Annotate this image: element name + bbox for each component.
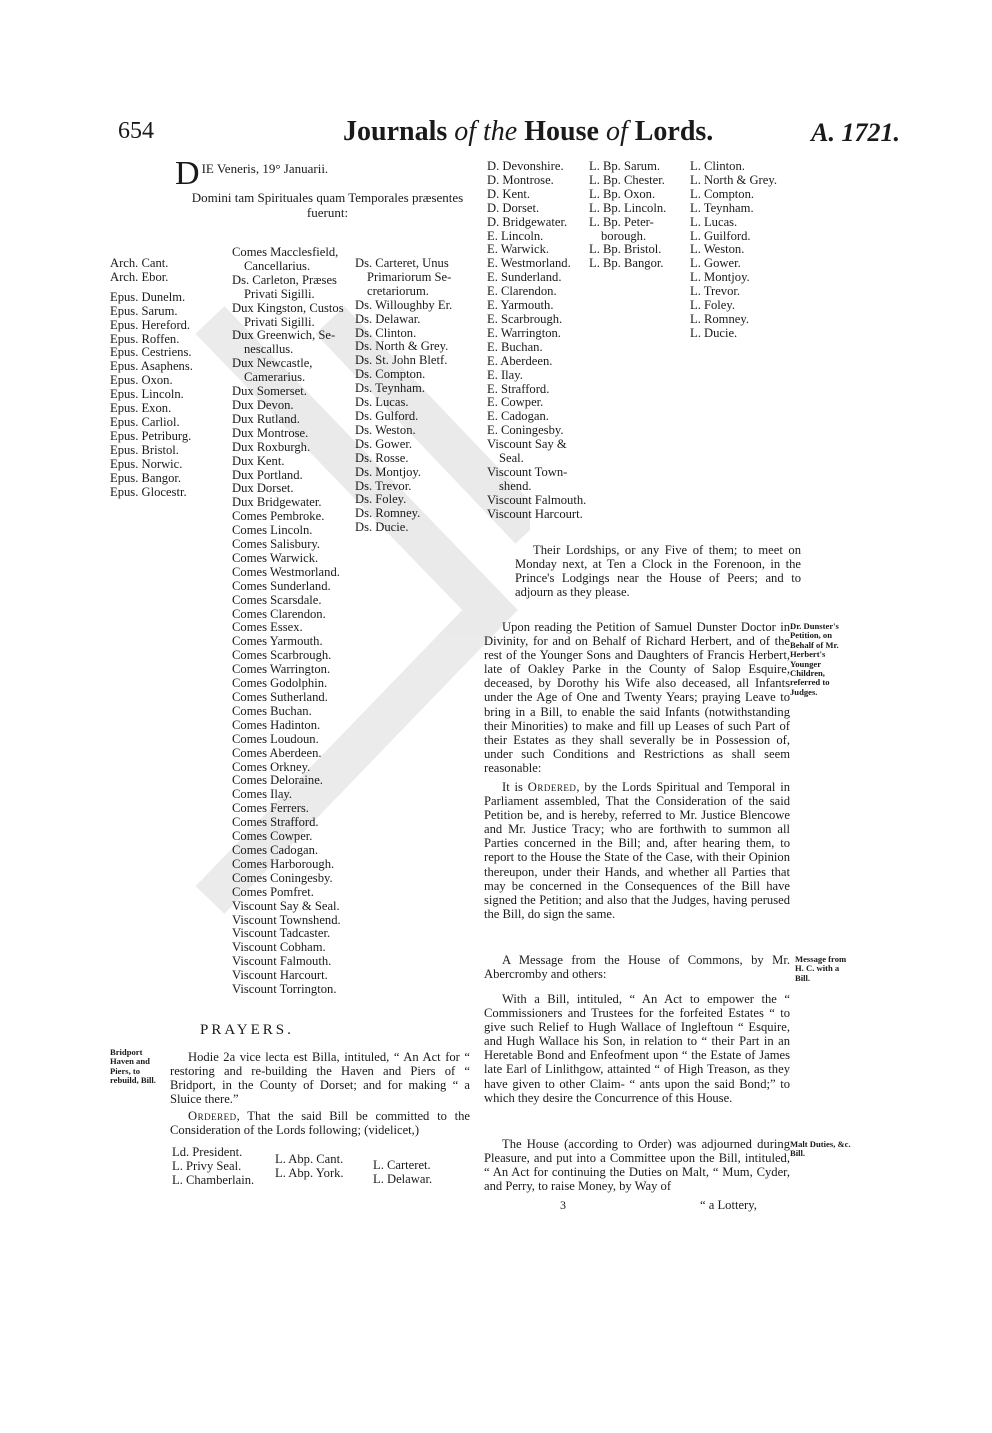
list-entry: L. Bp. Bristol.	[589, 242, 662, 257]
date-line: D IE Veneris, 19° Januarii.	[175, 155, 329, 192]
list-entry: Comes Sunderland.	[232, 578, 331, 593]
list-entry: Dux Montrose.	[232, 425, 309, 440]
list-entry: L. Carteret.	[373, 1158, 431, 1172]
list-entry: Cancellarius.	[244, 258, 311, 273]
committee-column-1	[487, 160, 591, 522]
list-entry: E. Yarmouth.	[487, 298, 554, 313]
list-entry: E. Warrington.	[487, 325, 561, 340]
list-entry: Epus. Lincoln.	[110, 387, 184, 402]
message-paragraph: A Message from the House of Commons, by Mr. Abercromby and others:	[484, 953, 790, 982]
list-entry: Comes Macclesfield,	[232, 245, 339, 259]
list-entry: L. Bp. Lincoln.	[589, 200, 667, 215]
list-entry: Epus. Exon.	[110, 401, 172, 416]
list-entry: Comes Pembroke.	[232, 509, 325, 524]
list-entry: Privati Sigilli.	[244, 314, 315, 329]
committee-list-3	[373, 1159, 473, 1187]
list-entry: Viscount Falmouth.	[232, 954, 332, 969]
list-entry: Comes Aberdeen.	[232, 745, 322, 760]
list-entry: Arch. Cant.	[110, 256, 169, 270]
list-entry: Epus. Sarum.	[110, 303, 178, 318]
list-entry: Epus. Roffen.	[110, 331, 180, 346]
list-entry: Arch. Ebor.	[110, 269, 169, 284]
list-entry: Dux Kent.	[232, 453, 285, 468]
list-entry: L. Foley.	[690, 298, 736, 313]
list-entry: Camerarius.	[244, 370, 306, 385]
list-entry: L. Clinton.	[690, 159, 745, 173]
list-entry: Ds. Carteret, Unus	[355, 256, 449, 270]
list-entry: Viscount Cobham.	[232, 940, 326, 955]
committee-list-1	[172, 1146, 272, 1188]
drop-cap: D	[175, 155, 200, 192]
list-entry: D. Devonshire.	[487, 159, 564, 173]
committee-column-2	[589, 160, 689, 271]
bridport-bill-paragraph: Hodie 2a vice lecta est Billa, intituled, “ An Act for “ restoring and re-building the Haven and Piers of “ Bridport, in the County of Dorset; and for making “ a Sluice there.”	[170, 1050, 470, 1107]
list-entry: E. Aberdeen.	[487, 353, 553, 368]
list-entry: Dux Newcastle,	[232, 356, 313, 371]
list-entry: D. Kent.	[487, 186, 531, 201]
list-entry: Comes Sutherland.	[232, 690, 328, 704]
list-entry: E. Strafford.	[487, 381, 550, 396]
list-entry: Comes Scarbrough.	[232, 648, 332, 663]
list-entry: Epus. Dunelm.	[110, 289, 186, 304]
list-entry: Comes Westmorland.	[232, 564, 340, 579]
prayers-heading: PRAYERS.	[200, 1022, 294, 1038]
list-entry: Comes Ilay.	[232, 787, 293, 802]
attendance-column-bishops	[110, 257, 230, 499]
list-entry: Epus. Petriburg.	[110, 428, 192, 443]
list-entry: Ds. Compton.	[355, 367, 426, 382]
list-entry: L. Bp. Sarum.	[589, 159, 661, 173]
list-entry: cretariorum.	[367, 283, 429, 298]
list-entry: Ds. Gulford.	[355, 408, 419, 423]
list-entry: Dux Bridgewater.	[232, 495, 322, 510]
list-entry: L. Abp. Cant.	[275, 1152, 344, 1166]
list-entry: Viscount Tadcaster.	[232, 926, 331, 941]
list-entry: Comes Pomfret.	[232, 884, 314, 899]
list-entry: nescallus.	[244, 342, 294, 357]
list-entry: Comes Cowper.	[232, 829, 313, 844]
list-entry: Ds. Rosse.	[355, 450, 409, 465]
list-entry: L. Bp. Peter-	[589, 214, 654, 229]
list-entry: L. Delawar.	[373, 1171, 433, 1186]
list-entry: L. Abp. York.	[275, 1165, 344, 1180]
list-entry: E. Cadogan.	[487, 409, 549, 424]
list-entry: Comes Salisbury.	[232, 537, 321, 552]
list-entry: Comes Essex.	[232, 620, 303, 635]
list-entry: Ds. Delawar.	[355, 311, 421, 326]
list-entry: Ds. Weston.	[355, 422, 416, 437]
list-entry: L. Montjoy.	[690, 270, 750, 285]
list-entry: E. Warwick.	[487, 242, 550, 257]
list-entry: Comes Hadinton.	[232, 717, 321, 732]
list-entry: Ds. Montjoy.	[355, 464, 422, 479]
list-entry: E. Ilay.	[487, 367, 523, 382]
list-entry: L. Romney.	[690, 311, 749, 326]
list-entry: L. Bp. Bangor.	[589, 256, 664, 271]
list-entry: Epus. Oxon.	[110, 373, 173, 388]
list-entry: shend.	[499, 478, 532, 493]
list-entry: Epus. Glocestr.	[110, 484, 187, 499]
list-entry: Dux Rutland.	[232, 411, 300, 426]
list-entry: Comes Strafford.	[232, 815, 319, 830]
list-entry: Comes Loudoun.	[232, 731, 319, 746]
list-entry: L. Compton.	[690, 186, 755, 201]
list-entry: L. Chamberlain.	[172, 1172, 255, 1187]
list-entry: Viscount Town-	[487, 464, 568, 479]
list-entry: E. Cowper.	[487, 395, 544, 410]
list-entry: Ld. President.	[172, 1145, 243, 1159]
list-entry: E. Lincoln.	[487, 228, 544, 243]
ordered-committee-paragraph: Ordered, That the said Bill be committed to the Consideration of the Lords following; (videlicet,)	[170, 1109, 470, 1138]
list-entry: Epus. Bangor.	[110, 470, 182, 485]
ordered-paragraph: It is Ordered, by the Lords Spiritual and Temporal in Parliament assembled, That the Consideration of the said Petition be, and is hereby, referred to Mr. Justice Blencowe and Mr. Justice Tracy; who are forthwith to summon all Parties concerned in the Bill; and, after hearing them, to report to the House the State of the Case, with their Opinion thereupon, under their Hands, and whether all Parties that may be concerned in the Consequences of the Bill have signed the Petition; and also that the Judges, having perused the Bill, do sign the same.	[484, 780, 790, 921]
list-entry: Ds. St. John Bletf.	[355, 353, 448, 368]
list-entry: Privati Sigilli.	[244, 286, 315, 301]
list-entry: E. Coningesby.	[487, 423, 564, 438]
list-entry: Comes Lincoln.	[232, 523, 313, 538]
list-entry: Epus. Norwic.	[110, 456, 183, 471]
list-entry: L. Guilford.	[690, 228, 751, 243]
list-entry: Ds. Ducie.	[355, 520, 409, 535]
list-entry: Seal.	[499, 451, 524, 466]
list-entry: Dux Dorset.	[232, 481, 294, 496]
committee-column-3	[690, 160, 790, 341]
committee-list-2	[275, 1153, 375, 1181]
list-entry: Comes Warwick.	[232, 550, 319, 565]
list-entry: L. Privy Seal.	[172, 1158, 242, 1173]
list-entry: Viscount Torrington.	[232, 982, 337, 997]
list-entry: Comes Godolphin.	[232, 676, 328, 691]
list-entry: Ds. Willoughby Er.	[355, 297, 453, 312]
list-entry: Viscount Say &	[487, 437, 567, 452]
list-entry: Ds. Lucas.	[355, 395, 409, 410]
year-label: A. 1721.	[811, 118, 900, 147]
list-entry: L. Ducie.	[690, 325, 738, 340]
list-entry: L. Trevor.	[690, 284, 741, 299]
list-entry: Comes Deloraine.	[232, 773, 323, 788]
list-entry: Comes Coningesby.	[232, 870, 333, 885]
list-entry: Viscount Say & Seal.	[232, 898, 340, 913]
page-header	[118, 116, 900, 154]
malt-paragraph: The House (according to Order) was adjourned during Pleasure, and put into a Committee upon the Bill, intituled, “ An Act for continuing the Duties on Malt, “ Mum, Cyder, and Perry, to raise Money, by Way of	[484, 1137, 790, 1194]
list-entry: Comes Harborough.	[232, 856, 335, 871]
list-entry: Comes Scarsdale.	[232, 592, 322, 607]
list-entry: Epus. Hereford.	[110, 317, 191, 332]
margin-note-message: Message from H. C. with a Bill.	[795, 954, 847, 983]
list-entry: L. Gower.	[690, 256, 741, 271]
list-entry: Ds. North & Grey.	[355, 339, 449, 354]
lordships-paragraph: Their Lordships, or any Five of them; to meet on Monday next, at Ten a Clock in the Forenoon, in the Prince's Lodgings near the House of Peers; and to adjourn as they please.	[515, 543, 801, 600]
list-entry: D. Bridgewater.	[487, 214, 568, 229]
list-entry: Comes Yarmouth.	[232, 634, 323, 649]
page-number: 654	[118, 118, 154, 144]
list-entry: Ds. Foley.	[355, 492, 407, 507]
list-entry: D. Dorset.	[487, 200, 540, 215]
list-entry: Dux Greenwich, Se-	[232, 328, 336, 343]
list-entry: D. Montrose.	[487, 172, 554, 187]
running-title: Journals of the House of Lords.	[343, 116, 714, 147]
list-entry: Epus. Carliol.	[110, 414, 180, 429]
list-entry: Viscount Townshend.	[232, 912, 341, 927]
list-entry: E. Scarbrough.	[487, 311, 563, 326]
list-entry: Comes Warrington.	[232, 662, 331, 677]
margin-note-dunster: Dr. Dunster's Petition, on Behalf of Mr. Herbert's Younger Children, referred to Judges.	[790, 621, 839, 697]
attendance-column-barons	[355, 257, 477, 535]
list-entry: Viscount Harcourt.	[232, 968, 328, 983]
list-entry: E. Clarendon.	[487, 284, 557, 299]
list-entry: L. Bp. Chester.	[589, 172, 665, 187]
list-entry: L. Lucas.	[690, 214, 738, 229]
list-entry: Epus. Bristol.	[110, 442, 179, 457]
list-entry: Comes Cadogan.	[232, 842, 319, 857]
list-entry: E. Sunderland.	[487, 270, 562, 285]
list-entry: Epus. Asaphens.	[110, 359, 193, 374]
list-entry: L. Bp. Oxon.	[589, 186, 656, 201]
list-entry: Dux Roxburgh.	[232, 439, 311, 454]
list-entry: borough.	[601, 228, 647, 243]
bill-paragraph: With a Bill, intituled, “ An Act to empower the “ Commissioners and Trustees for the forfeited Estates “ to give such Relief to Hugh Wallace of Ingleftoun “ Esquire, and Hugh Wallace his Son, in relation to “ their Part in an Heretable Bond and Enfeofment upon “ the Estate of James late Earl of Linlithgow, attainted “ of High Treason, as they have given to other Claim- “ ants upon the said Bond;” to which they desire the Concurrence of this House.	[484, 992, 790, 1105]
list-entry: Dux Kingston, Custos	[232, 300, 344, 315]
attendance-column-dukes-earls	[232, 246, 354, 997]
list-entry: Viscount Falmouth.	[487, 492, 587, 507]
list-entry: E. Westmorland.	[487, 256, 571, 271]
list-entry: Viscount Harcourt.	[487, 506, 583, 521]
margin-note-malt: Malt Duties, &c. Bill.	[790, 1139, 851, 1159]
list-entry: Dux Devon.	[232, 397, 294, 412]
list-entry: Dux Portland.	[232, 467, 303, 482]
list-entry: Ds. Romney.	[355, 506, 421, 521]
list-entry: Comes Ferrers.	[232, 801, 309, 816]
list-entry: Comes Orkney.	[232, 759, 311, 774]
list-entry: Comes Clarendon.	[232, 606, 326, 621]
list-entry: Ds. Carleton, Præses	[232, 272, 337, 287]
list-entry: Ds. Gower.	[355, 436, 413, 451]
list-entry: L. North & Grey.	[690, 172, 777, 187]
signature-mark: 3	[560, 1198, 566, 1212]
list-entry: L. Weston.	[690, 242, 745, 257]
list-entry: Epus. Cestriens.	[110, 345, 192, 360]
list-entry: E. Buchan.	[487, 339, 543, 354]
list-entry: Comes Buchan.	[232, 703, 312, 718]
list-entry: Ds. Clinton.	[355, 325, 417, 340]
list-entry: Primariorum Se-	[367, 269, 452, 284]
margin-note-bridport: Bridport Haven and Piers, to rebuild, Bill.	[110, 1047, 156, 1086]
present-line: Domini tam Spirituales quam Temporales præsentes fuerunt:	[191, 190, 464, 220]
catchword: “ a Lottery,	[700, 1198, 757, 1212]
dunster-petition-paragraph: Upon reading the Petition of Samuel Dunster Doctor in Divinity, for and on Behalf of Richard Herbert, and of the rest of the Younger Sons and Daughters of Francis Herbert, late of Oakley Parke in the County of Salop Esquire, deceased, by Dorothy his Wife also deceased, all Infants under the Age of One and Twenty Years; praying Leave to bring in a Bill, to enable the said Infants (notwithstanding their Minorities) to make and fill up Leases of such Part of their Estates as they shall severally be in Possession of, under such Conditions and Restrictions as shall seem reasonable:	[484, 620, 790, 775]
list-entry: L. Teynham.	[690, 200, 754, 215]
list-entry: Ds. Trevor.	[355, 478, 412, 493]
list-entry: Dux Somerset.	[232, 384, 307, 399]
list-entry: Ds. Teynham.	[355, 381, 425, 396]
